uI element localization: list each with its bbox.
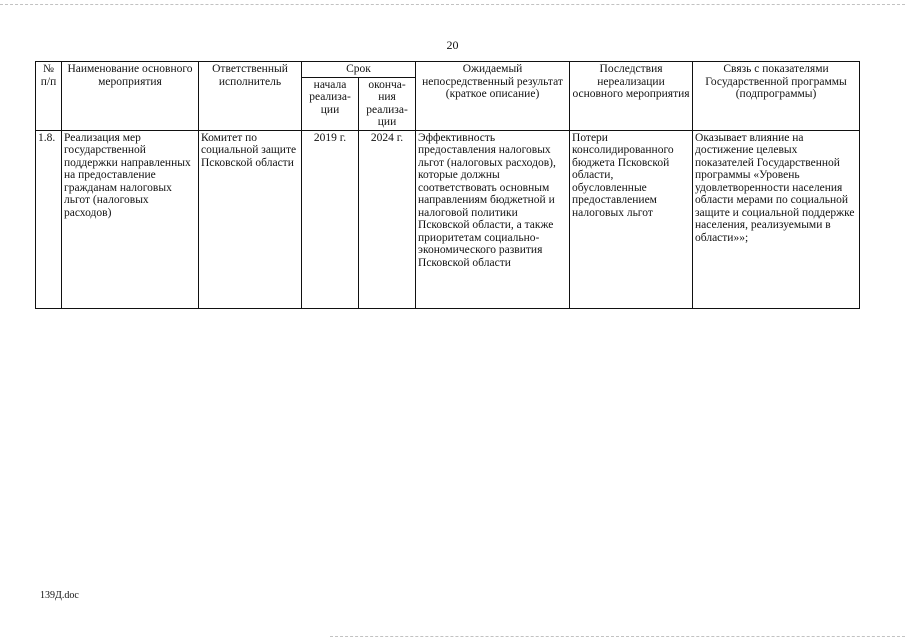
row-consequences: Потери консолидированного бюджета Псковской области, обусловленные предоставлением налоговых льгот bbox=[570, 130, 693, 308]
row-term-start: 2019 г. bbox=[302, 130, 359, 308]
header-term-start: начала реализа-ции bbox=[302, 77, 359, 130]
row-responsible: Комитет по социальной защите Псковской области bbox=[199, 130, 302, 308]
header-consequences: Последствия нереализации основного мероприятия bbox=[570, 62, 693, 131]
header-link: Связь с показателями Государственной программы (подпрограммы) bbox=[693, 62, 860, 131]
header-term-end: оконча-ния реализа-ции bbox=[359, 77, 416, 130]
footer-filename: 139Д.doc bbox=[40, 590, 79, 601]
header-num: № п/п bbox=[36, 62, 62, 131]
header-name: Наименование основного мероприятия bbox=[62, 62, 199, 131]
row-result: Эффективность предоставления налоговых льгот (налоговых расходов), которые должны соответствовать основным направлениям бюджетной и налоговой политики Псковской области, а также приоритетам социально-экономического развития Псковской области bbox=[416, 130, 570, 308]
row-name: Реализация мер государственной поддержки направленных на предоставление гражданам налоговых льгот (налоговых расходов) bbox=[62, 130, 199, 308]
header-responsible: Ответственный исполнитель bbox=[199, 62, 302, 131]
scan-edge-bottom bbox=[330, 636, 905, 637]
row-num: 1.8. bbox=[36, 130, 62, 308]
page-number: 20 bbox=[446, 38, 459, 52]
activities-table bbox=[35, 61, 860, 309]
header-result: Ожидаемый непосредственный результат (краткое описание) bbox=[416, 62, 570, 131]
header-term: Срок bbox=[302, 62, 416, 78]
row-term-end: 2024 г. bbox=[359, 130, 416, 308]
scan-edge-top bbox=[0, 4, 905, 5]
row-link: Оказывает влияние на достижение целевых показателей Государственной программы «Уровень удовлетворенности населения области мерами по социальной защите и социальной поддержке населения, реализуемыми в области»»; bbox=[693, 130, 860, 308]
table-row bbox=[36, 130, 860, 308]
header-row bbox=[36, 62, 860, 78]
